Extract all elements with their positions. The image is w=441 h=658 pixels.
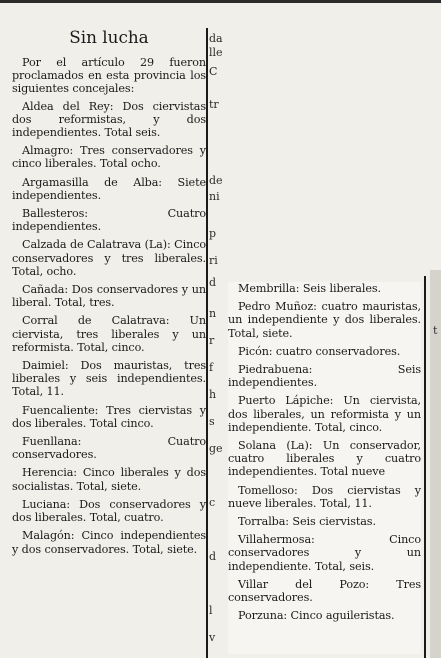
entry-left: Fuenllana: Cuatro conservadores. [12, 435, 206, 462]
entry-left: Aldea del Rey: Dos ciervistas dos reformistas, y dos independientes. Total seis. [12, 99, 206, 140]
entry-right: Pedro Muñoz: cuatro mauristas, un independiente y dos liberales. Total, siete. [228, 300, 421, 340]
entry-left: Daimiel: Dos mauristas, tres liberales y seis independientes. Total, 11. [12, 359, 206, 399]
fragment-text: d [209, 550, 217, 563]
fragment-text: tr [209, 98, 219, 111]
article-title: Sin lucha [69, 27, 149, 47]
fragment-text: f [209, 361, 214, 374]
entry-left: Herencia: Cinco liberales y dos socialistas. Total, siete. [12, 466, 206, 493]
entry-left: Ballesteros: Cuatro independientes. [12, 207, 206, 234]
fragment-text: c [209, 496, 216, 509]
fragment-text: da [209, 32, 223, 45]
fragment-text: ri [209, 254, 218, 267]
fragment-text: v [209, 631, 216, 644]
fragment-text: r [209, 334, 215, 347]
fragment-text: n [209, 307, 217, 320]
entry-right: Tomelloso: Dos ciervistas y nueve liberales. Total, 11. [228, 483, 421, 510]
entry-left: Luciana: Dos conservadores y dos liberales. Total, cuatro. [12, 497, 206, 525]
top-rule [0, 0, 441, 3]
entry-left: Fuencaliente: Tres ciervistas y dos liberales. Total cinco. [12, 403, 206, 430]
column-divider-right [424, 276, 426, 658]
entry-left: Argamasilla de Alba: Siete independientes. [12, 175, 206, 202]
entry-right: Porzuna: Cinco aguileristas. [238, 609, 395, 623]
fragment-text: de [209, 174, 223, 187]
fragment-text: h [209, 388, 217, 401]
fragment-text: s [209, 415, 215, 428]
fragment-text: ge [209, 442, 223, 455]
entry-left: Corral de Calatrava: Un ciervista, tres liberales y un reformista. Total, cinco. [12, 314, 206, 354]
entry-right: Villahermosa: Cinco conservadores y un independiente. Total, seis. [228, 533, 421, 573]
entry-right: Puerto Lápiche: Un ciervista, dos liberales, un reformista y un independiente. Total, cinco. [228, 394, 421, 434]
entry-left: Almagro: Tres conservadores y cinco liberales. Total ocho. [12, 144, 206, 171]
entry-right: Piedrabuena: Seis independientes. [228, 363, 421, 390]
fragment-text: p [209, 227, 217, 240]
page-edge [430, 270, 441, 658]
left-column [12, 26, 206, 656]
entry-left: Malagón: Cinco independientes y dos conservadores. Total, siete. [12, 529, 206, 556]
article-intro: Por el artículo 29 fueron proclamados en esta provincia los siguientes concejales: [12, 56, 206, 96]
entry-right: Solana (La): Un conservador, cuatro liberales y cuatro independientes. Total nueve [228, 439, 421, 479]
fragment-text: lle [209, 46, 223, 59]
entry-right: Torralba: Seis ciervistas. [238, 515, 376, 529]
column-divider-left [206, 28, 208, 658]
entry-right: Membrilla: Seis liberales. [238, 282, 381, 295]
fragment-text: l [209, 604, 213, 617]
fragment-text: C [209, 65, 218, 78]
entry-left: Calzada de Calatrava (La): Cinco conservadores y tres liberales. Total, ocho. [12, 238, 206, 278]
entry-left: Cañada: Dos conservadores y un liberal. Total, tres. [12, 283, 206, 310]
fragment-text: d [209, 276, 217, 289]
entry-right: Villar del Pozo: Tres conservadores. [228, 577, 421, 605]
adjacent-column-fragments [209, 28, 225, 658]
fragment-text: t [433, 324, 438, 337]
entry-right: Picón: cuatro conservadores. [238, 344, 401, 358]
right-column-clipping [228, 282, 421, 654]
fragment-text: ni [209, 190, 220, 203]
